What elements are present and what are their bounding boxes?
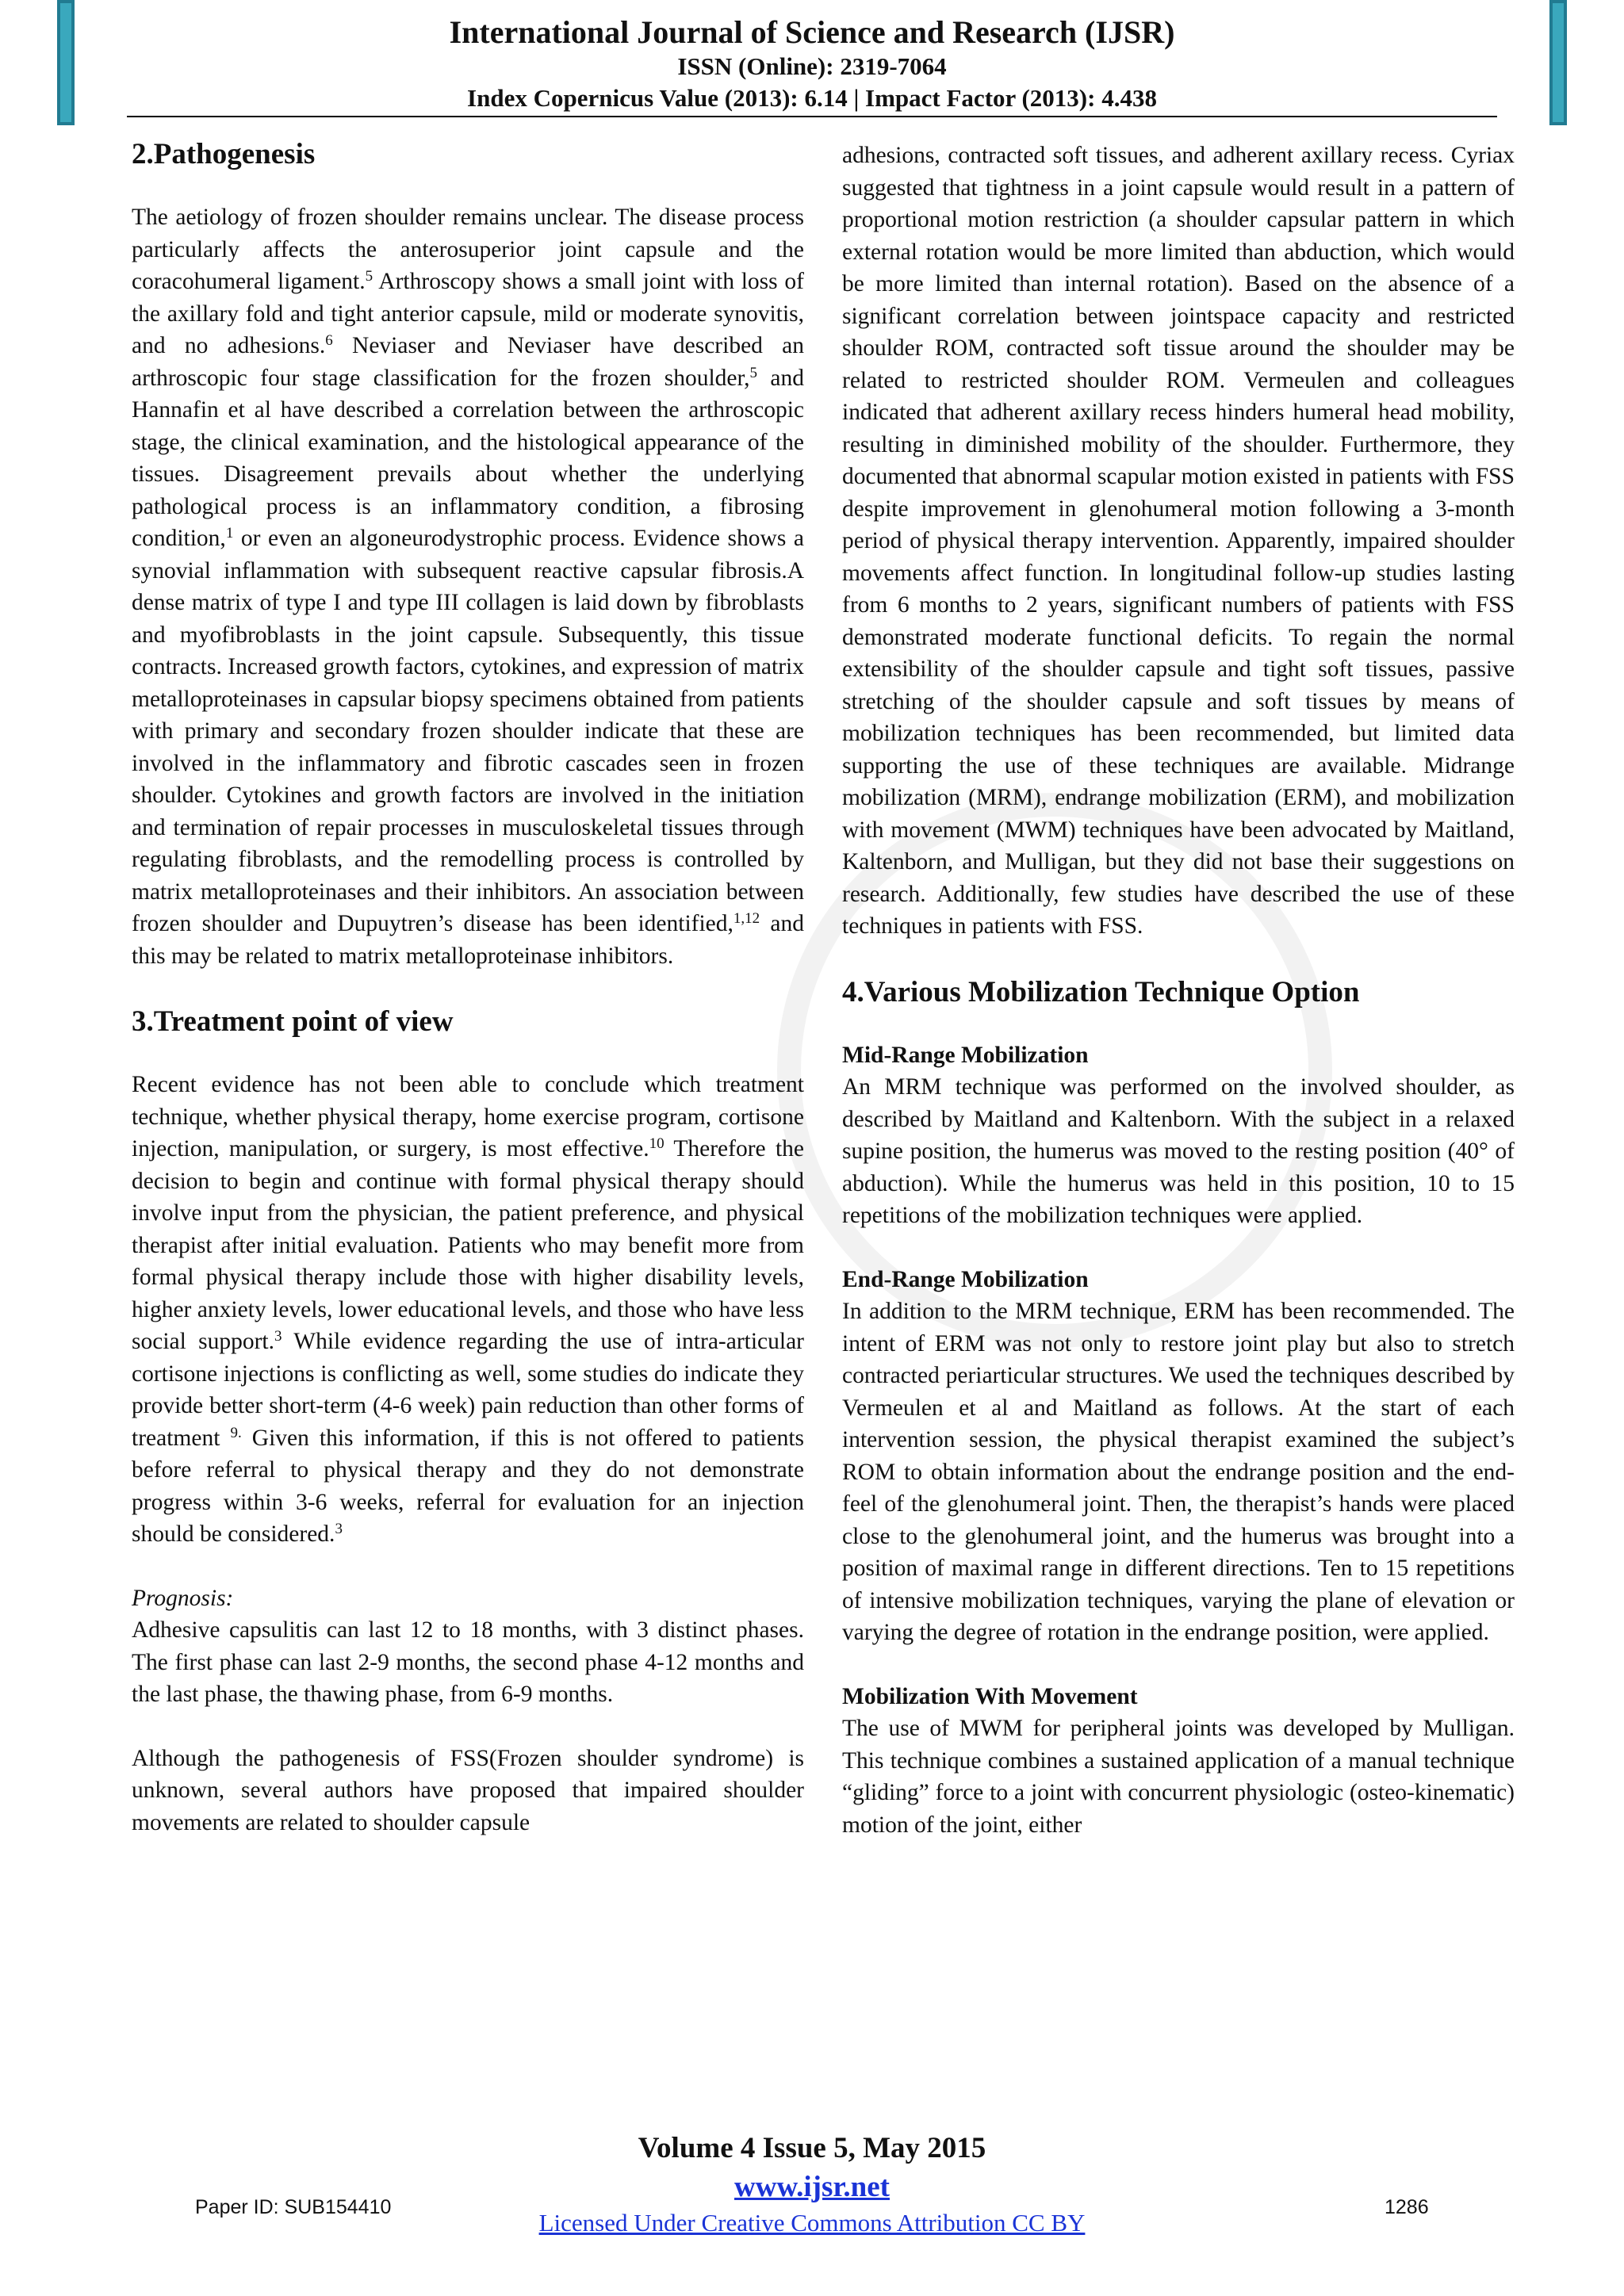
treatment-paragraph bbox=[132, 1069, 804, 1551]
end-range-paragraph: In addition to the MRM technique, ERM has been recommended. The intent of ERM was not only to restore joint play but also to stretch contracted periarticular structures. We used the techniques described by Vermeulen et al and Maitland as follows. At the start of each intervention session, the physical therapist examined the subject’s ROM to obtain information about the endrange position and the end-feel of the glenohumeral joint. Then, the therapist’s hands were placed close to the glenohumeral joint, and the humerus was brought into a position of maximal range in different directions. Ten to 15 repetitions of intensive mobilization techniques, varying the plane of elevation or varying the degree of rotation in the endrange position, were applied. bbox=[842, 1299, 1515, 1645]
section-number: 2. bbox=[132, 138, 154, 170]
citation: 10 bbox=[649, 1135, 665, 1152]
journal-title: International Journal of Science and Research (IJSR) bbox=[449, 14, 1175, 50]
section-title: Various Mobilization Technique Option bbox=[864, 975, 1360, 1008]
text-run: Neviaser and Neviaser have described an arthroscopic four stage classification for the frozen shoulder, bbox=[132, 333, 804, 391]
subheading-mwm: Mobilization With Movement bbox=[842, 1683, 1138, 1709]
text-run: and Hannafin et al have described a correlation between the arthroscopic stage, the clinical examination, and the histological appearance of the tissues. Disagreement prevails about whether the underlying pathological process is an inflammatory condition, a fibrosing condition, bbox=[132, 365, 805, 551]
pathogenesis-paragraph bbox=[132, 201, 804, 972]
section-number: 3. bbox=[132, 1005, 154, 1038]
left-column bbox=[132, 136, 804, 1839]
citation: 3 bbox=[274, 1328, 282, 1345]
prognosis-paragraph: Adhesive capsulitis can last 12 to 18 months, with 3 distinct phases. The first phase can last 2-9 months, the second phase 4-12 months and the last phase, the thawing phase, from 6-9 months. bbox=[132, 1617, 804, 1707]
footer-license-link[interactable]: Licensed Under Creative Commons Attribution CC BY bbox=[538, 2209, 1086, 2237]
citation: 6 bbox=[325, 332, 333, 349]
citation: 5 bbox=[749, 364, 758, 381]
subheading-mid-range: Mid-Range Mobilization bbox=[842, 1042, 1089, 1068]
header-divider bbox=[127, 116, 1497, 117]
prognosis-heading: Prognosis: bbox=[132, 1585, 234, 1611]
text-run: and this may be related to matrix metalloproteinase inhibitors. bbox=[132, 911, 805, 969]
mwm-paragraph: The use of MWM for peripheral joints was developed by Mulligan. This technique combines a sustained application of a manual technique “gliding” force to a joint with concurrent physiologic (osteo-kinematic) motion of the joint, either bbox=[842, 1716, 1515, 1838]
footer-website-link[interactable]: www.ijsr.net bbox=[734, 2171, 890, 2203]
section-number: 4. bbox=[842, 975, 864, 1008]
text-run: Therefore the decision to begin and continue with formal physical therapy should involve input from the physician, the patient preference, and physical therapist after initial evaluation. Patients who may benefit more from formal physical therapy include those with higher disability levels, higher anxiety levels, lower educational levels, and those who have less social support. bbox=[132, 1136, 804, 1354]
fss-paragraph: Although the pathogenesis of FSS(Frozen shoulder syndrome) is unknown, several authors have proposed that impaired shoulder movements are related to shoulder capsule bbox=[132, 1745, 804, 1835]
citation: 1 bbox=[225, 525, 234, 541]
page-number: 1286 bbox=[1385, 2196, 1429, 2218]
text-run: The aetiology of frozen shoulder remains unclear. The disease process particularly affects the anterosuperior joint capsule and the coracohumeral ligament. bbox=[132, 205, 804, 294]
section-title: Treatment point of view bbox=[153, 1005, 454, 1038]
citation: 9. bbox=[230, 1424, 242, 1441]
journal-issn: ISSN (Online): 2319-7064 bbox=[677, 52, 947, 80]
section-title: Pathogenesis bbox=[153, 138, 316, 170]
citation: 1,12 bbox=[733, 910, 760, 927]
text-run: Recent evidence has not been able to conclude which treatment technique, whether physical therapy, home exercise program, cortisone injection, manipulation, or surgery, is most effective. bbox=[132, 1072, 804, 1161]
mid-range-paragraph: An MRM technique was performed on the involved shoulder, as described by Maitland and Kaltenborn. With the subject in a relaxed supine position, the humerus was moved to the resting position (40° of abduction). While the humerus was held in this position, 10 to 15 repetitions of the mobilization techniques were applied. bbox=[842, 1074, 1515, 1228]
section-heading-mobilization bbox=[842, 974, 1515, 1011]
text-run: Given this information, if this is not offered to patients before referral to physical therapy and they do not demonstrate progress within 3-6 weeks, referral for evaluation for an injection should be considered. bbox=[132, 1425, 804, 1547]
journal-index-line: Index Copernicus Value (2013): 6.14 | Impact Factor (2013): 4.438 bbox=[467, 84, 1157, 112]
section-heading-pathogenesis bbox=[132, 136, 804, 173]
section-heading-treatment bbox=[132, 1004, 804, 1040]
subheading-end-range: End-Range Mobilization bbox=[842, 1266, 1089, 1292]
citation: 3 bbox=[335, 1521, 343, 1537]
text-run: or even an algoneurodystrophic process. Evidence shows a synovial inflammation with subsequent reactive capsular fibrosis.A dense matrix of type I and type III collagen is laid down by fibroblasts and myofibroblasts in the joint capsule. Subsequently, this tissue contracts. Increased growth factors, cytokines, and expression of matrix metalloproteinases in capsular biopsy specimens obtained from patients with primary and secondary frozen shoulder indicate that these are involved in the inflammatory and fibrotic cascades seen in frozen shoulder. Cytokines and growth factors are involved in the initiation and termination of repair processes in musculoskeletal tissues through regulating fibroblasts, and the remodelling process is controlled by matrix metalloproteinases and their inhibitors. An association between frozen shoulder and Dupuytren’s disease has been identified, bbox=[132, 526, 804, 936]
footer-volume: Volume 4 Issue 5, May 2015 bbox=[638, 2132, 986, 2164]
text-run: While evidence regarding the use of intra-articular cortisone injections is conflicting as well, some studies do indicate they provide better short-term (4-6 week) pain reduction than other forms of treatment bbox=[132, 1329, 805, 1451]
continued-paragraph: adhesions, contracted soft tissues, and adherent axillary recess. Cyriax suggested that tightness in a joint capsule would result in a pattern of proportional motion restriction (a shoulder capsular pattern in which external rotation would be more limited than abduction, which would be more limited than internal rotation). Based on the absence of a significant correlation between jointspace capacity and restricted shoulder ROM, contracted soft tissue around the shoulder may be related to restricted shoulder ROM. Vermeulen and colleagues indicated that adherent axillary recess hinders humeral head mobility, resulting in diminished mobility of the shoulder. Furthermore, they documented that abnormal scapular motion existed in patients with FSS despite improvement in glenohumeral motion following a 3-month period of physical therapy intervention. Apparently, impaired shoulder movements affect function. In longitudinal follow-up studies lasting from 6 months to 2 years, significant numbers of patients with FSS demonstrated moderate functional deficits. To regain the normal extensibility of the shoulder capsule and tight soft tissues, passive stretching of the shoulder capsule and soft tissues by means of mobilization techniques has been recommended, but limited data supporting the use of these techniques are available. Midrange mobilization (MRM), endrange mobilization (ERM), and mobilization with movement (MWM) techniques have been advocated by Maitland, Kaltenborn, and Mulligan, but they did not base their suggestions on research. Additionally, few studies have described the use of these techniques in patients with FSS. bbox=[842, 143, 1515, 939]
journal-header bbox=[0, 14, 1624, 114]
right-column bbox=[842, 140, 1515, 1841]
text-run: Arthroscopy shows a small joint with loss of the axillary fold and tight anterior capsule, mild or moderate synovitis, and no adhesions. bbox=[132, 269, 804, 358]
citation: 5 bbox=[365, 268, 373, 285]
paper-id: Paper ID: SUB154410 bbox=[195, 2196, 392, 2218]
